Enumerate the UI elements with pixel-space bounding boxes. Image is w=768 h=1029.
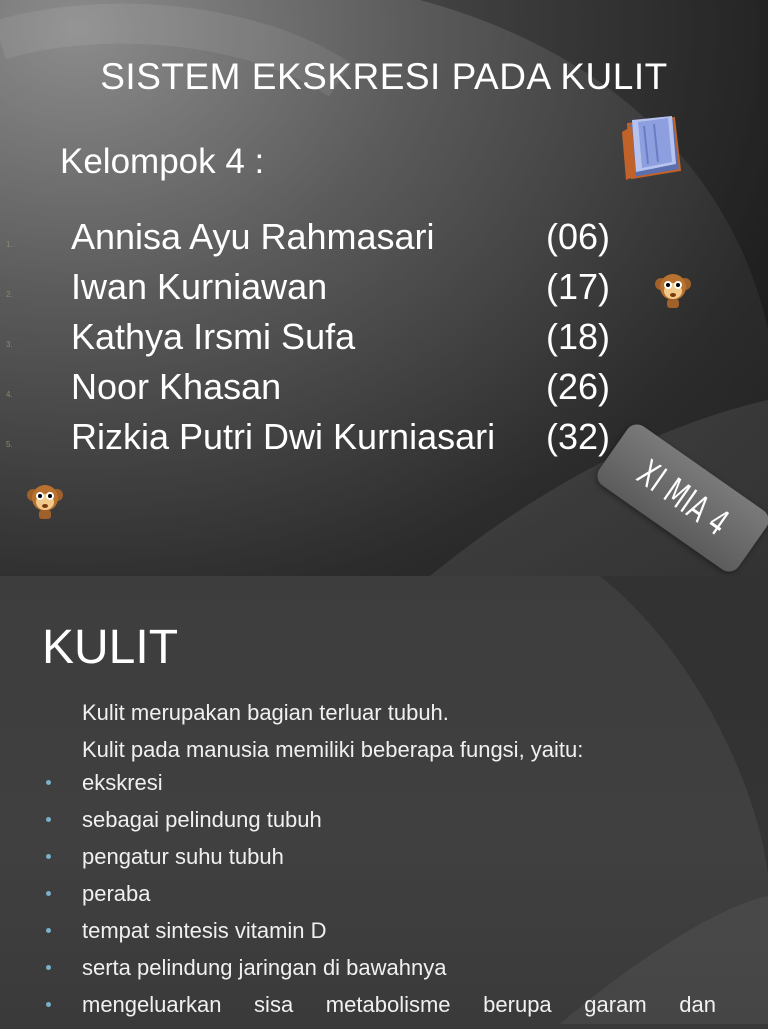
member-name: Rizkia Putri Dwi Kurniasari xyxy=(71,416,496,457)
intro-line: Kulit pada manusia memiliki beberapa fungsi, yaitu: xyxy=(82,737,584,762)
monkey-icon xyxy=(24,481,66,521)
member-row xyxy=(0,264,768,314)
member-name: Kathya Irsmi Sufa xyxy=(71,316,356,357)
member-number: 3. xyxy=(6,340,13,349)
bullet-icon xyxy=(46,891,51,896)
member-name: Annisa Ayu Rahmasari xyxy=(71,216,435,257)
bullet-icon xyxy=(46,928,51,933)
list-item xyxy=(0,955,768,992)
member-name: Iwan Kurniawan xyxy=(71,266,328,307)
list-item xyxy=(0,807,768,844)
list-item-text: ekskresi xyxy=(82,770,163,795)
member-code: (06) xyxy=(546,216,611,257)
member-code: (17) xyxy=(546,266,611,307)
member-code: (26) xyxy=(546,366,611,407)
list-item-text: sebagai pelindung tubuh xyxy=(82,807,322,832)
bullet-icon xyxy=(46,780,51,785)
member-name: Noor Khasan xyxy=(71,366,282,407)
list-item-text: peraba xyxy=(82,881,151,906)
list-item-text: tempat sintesis vitamin D xyxy=(82,918,327,943)
bullet-icon xyxy=(46,817,51,822)
member-code: (18) xyxy=(546,316,611,357)
member-row xyxy=(0,314,768,364)
book-icon xyxy=(618,112,686,182)
member-number: 5. xyxy=(6,440,13,449)
slide-title: KULIT xyxy=(42,621,179,674)
member-list xyxy=(0,214,768,464)
list-item xyxy=(0,881,768,918)
member-number: 1. xyxy=(6,240,13,249)
intro-line: Kulit merupakan bagian terluar tubuh. xyxy=(82,700,449,725)
member-number: 4. xyxy=(6,390,13,399)
list-item xyxy=(0,844,768,881)
member-code: (32) xyxy=(546,416,611,457)
member-number: 2. xyxy=(6,290,13,299)
list-item xyxy=(0,992,768,1029)
slide-title: SISTEM EKSKRESI PADA KULIT xyxy=(100,56,668,97)
member-row xyxy=(0,364,768,414)
group-subtitle: Kelompok 4 : xyxy=(60,142,265,181)
class-badge-label: XI MIA 4 xyxy=(629,452,737,544)
bullet-icon xyxy=(46,854,51,859)
list-item-text: mengeluarkan sisa metabolisme berupa garam dan xyxy=(82,992,716,1017)
bullet-icon xyxy=(46,965,51,970)
bullet-icon xyxy=(46,1002,51,1007)
bullet-list xyxy=(0,770,768,1029)
list-item xyxy=(0,770,768,807)
list-item-text: serta pelindung jaringan di bawahnya xyxy=(82,955,447,980)
member-row xyxy=(0,214,768,264)
list-item-text: pengatur suhu tubuh xyxy=(82,844,284,869)
list-item xyxy=(0,918,768,955)
